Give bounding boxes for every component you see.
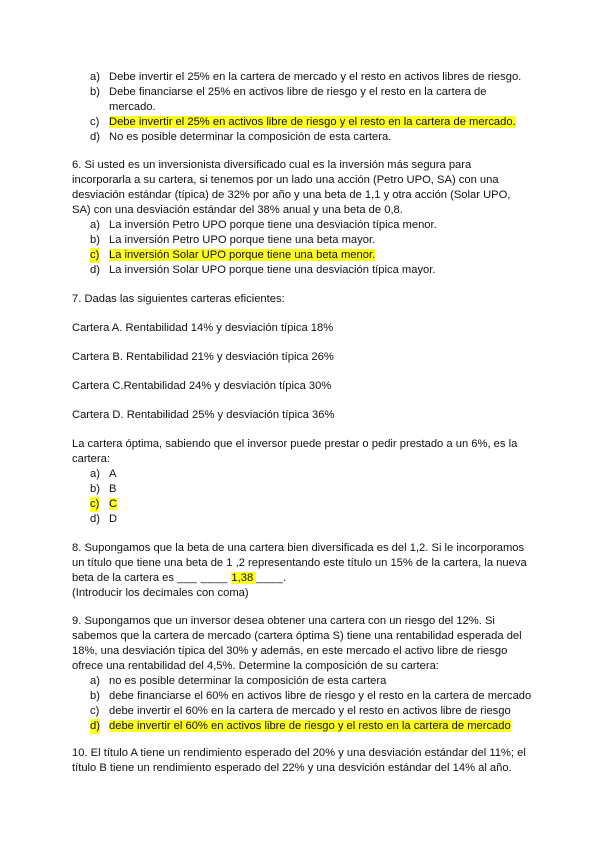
highlighted-answer: La inversión Solar UPO porque tiene una beta menor. [109,249,376,261]
answer-field[interactable]: 1,38 [231,572,257,584]
q7-option-a: a) A [90,468,117,480]
q7-options [72,467,532,527]
q7-portfolio-d: Cartera D. Rentabilidad 25% y desviación típica 36% [72,409,335,421]
q9-option-c: c) debe invertir el 60% en la cartera de mercado y el resto en activos libre de riesgo [90,705,511,717]
q6-option-a: a) La inversión Petro UPO porque tiene una desviación típica menor. [90,219,437,231]
q10-question: 10. El título A tiene un rendimiento esperado del 20% y una desviación estándar del 11%; el título B tiene un rendimiento esperado del 22% y una desvición estándar del 14% al año. [72,747,526,774]
q7-portfolio-c: Cartera C.Rentabilidad 24% y desviación típica 30% [72,380,332,392]
q7-portfolio-a: Cartera A. Rentabilidad 14% y desviación típica 18% [72,322,334,334]
q7-prompt: La cartera óptima, sabiendo que el inversor puede prestar o pedir prestado a un 6%, es la cartera: [72,438,518,465]
q5-options [72,70,532,145]
q6-options [72,218,532,278]
q6-option-c: c) La inversión Solar UPO porque tiene una beta menor. [90,249,376,261]
q7-option-b: b) B [90,483,117,495]
highlighted-answer: Debe invertir el 25% en activos libre de riesgo y el resto en la cartera de mercado. [109,116,516,128]
q9-option-b: b) debe financiarse el 60% en activos libre de riesgo y el resto en la cartera de mercado [90,690,532,702]
q6-option-b: b) La inversión Petro UPO porque tiene una beta mayor. [90,234,376,246]
q8-question: 8. Supongamos que la beta de una cartera bien diversificada es del 1,2. Si le incorporamos un título que tiene una beta de 1 ,2 representando este título un 15% de la cartera, la nueva beta de la cartera es ___ ____ 1,38 ____. (Introducir los decimales con coma) [72,542,527,599]
q6-question: 6. Si usted es un inversionista diversificado cual es la inversión más segura para incorporarla a su cartera, si tenemos por un lado una acción (Petro UPO, SA) con una desviación estándar (típica) de 32% por año y una beta de 1,1 y otra acción (Solar UPO, SA) con una desviación estándar del 38% anual y una beta de 0,8. [72,159,511,216]
q9-question: 9. Supongamos que un inversor desea obtener una cartera con un riesgo del 12%. Si sabemos que la cartera de mercado (cartera óptima S) tiene una rentabilidad esperada del 18%, una desviación típica del 30% y además, en este mercado el activo libre de riesgo ofrece una rentabilidad del 4,5%. Determine la composición de su cartera: [72,615,522,672]
q5-option-b: b) Debe financiarse el 25% en activos libre de riesgo y el resto en la cartera de mercado. [90,86,487,113]
q5-option-a: a) Debe invertir el 25% en la cartera de mercado y el resto en activos libres de riesgo. [90,71,522,83]
highlighted-answer: debe invertir el 60% en activos libre de riesgo y el resto en la cartera de mercado [109,720,511,732]
q7-portfolio-b: Cartera B. Rentabilidad 21% y desviación típica 26% [72,351,334,363]
q9-options [72,674,532,734]
q7-option-c: c) C [90,498,118,510]
q7-question: 7. Dadas las siguientes carteras eficientes: [72,293,285,305]
q9-option-a: a) no es posible determinar la composición de esta cartera [90,675,387,687]
q5-option-d: d) No es posible determinar la composición de esta cartera. [90,131,392,143]
q8-note: (Introducir los decimales con coma) [72,587,249,599]
q9-option-d: d) debe invertir el 60% en activos libre de riesgo y el resto en la cartera de mercado [90,720,511,732]
q5-option-c: c) Debe invertir el 25% en activos libre de riesgo y el resto en la cartera de mercado. [90,116,516,128]
q7-option-d: d) D [90,513,118,525]
highlighted-answer: C [109,498,118,510]
q6-option-d: d) La inversión Solar UPO porque tiene una desviación típica mayor. [90,264,436,276]
